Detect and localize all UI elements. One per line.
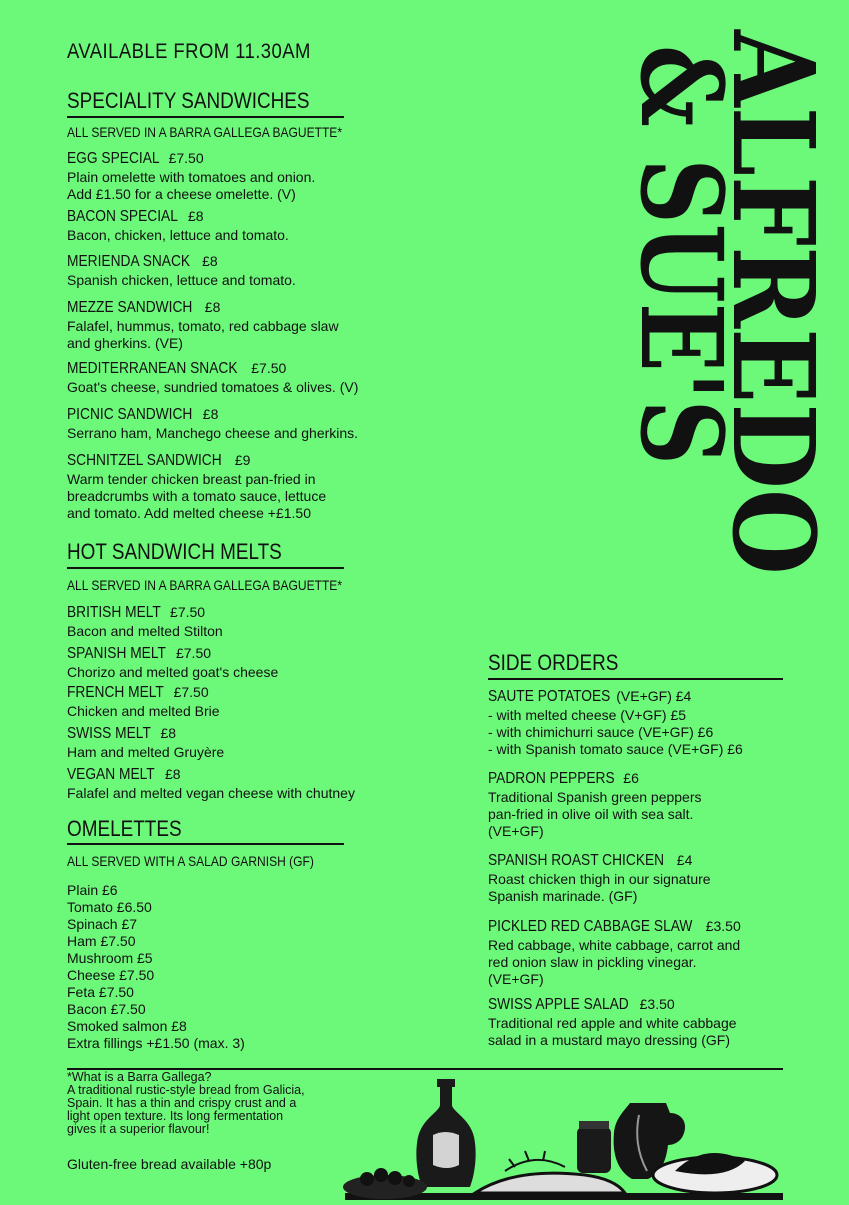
item-price: £7.50 [173, 684, 209, 700]
section-rule [488, 678, 783, 680]
section-rule [67, 843, 344, 845]
footnote-title: *What is a Barra Gallega? [67, 1070, 212, 1084]
list-item: Smoked salmon £8 [67, 1018, 187, 1034]
list-item: Tomato £6.50 [67, 899, 152, 915]
menu-item: SPANISH ROAST CHICKEN £4 Roast chicken thigh in our signature Spanish marinade. (GF) [488, 852, 711, 904]
menu-item: SWISS MELT £8 Ham and melted Gruyère [67, 725, 225, 760]
menu-item: PICKLED RED CABBAGE SLAW £3.50 Red cabbage, white cabbage, carrot and red onion slaw in pickling vinegar. (VE+GF) [488, 918, 741, 987]
omelette-list [67, 882, 245, 1052]
item-price: £6 [623, 770, 639, 786]
list-item: Plain £6 [67, 882, 118, 898]
item-name: VEGAN MELT [67, 766, 155, 783]
omelettes-title: OMELETTES [67, 816, 182, 841]
item-name: MEZZE SANDWICH [67, 299, 193, 316]
list-item: Ham £7.50 [67, 933, 136, 949]
menu-item: BACON SPECIAL £8 Bacon, chicken, lettuce and tomato. [67, 208, 289, 243]
brand-title [588, 30, 838, 649]
list-item: Spinach £7 [67, 916, 138, 932]
item-price: £3.50 [705, 918, 741, 934]
list-item: Bacon £7.50 [67, 1001, 146, 1017]
menu-item: MEZZE SANDWICH £8 Falafel, hummus, tomato, red cabbage slaw and gherkins. (VE) [67, 299, 339, 351]
food-illustration [345, 1075, 783, 1200]
menu-item: SWISS APPLE SALAD £3.50 Traditional red apple and white cabbage salad in a mustard mayo dressing (GF) [488, 996, 737, 1048]
menu-item: MERIENDA SNACK £8 Spanish chicken, lettuce and tomato. [67, 253, 296, 288]
menu-item: EGG SPECIAL £7.50 Plain omelette with tomatoes and onion. Add £1.50 for a cheese omelette. (V) [67, 150, 316, 202]
item-name: PADRON PEPPERS [488, 770, 615, 787]
item-name: SAUTE POTATOES [488, 688, 611, 705]
list-item: Cheese £7.50 [67, 967, 155, 983]
gluten-free-note: Gluten-free bread available +80p [67, 1156, 272, 1172]
menu-item: PICNIC SANDWICH £8 Serrano ham, Manchego cheese and gherkins. [67, 406, 359, 441]
brand-line2: & SUE'S [615, 45, 746, 565]
availability-text: AVAILABLE FROM 11.30AM [67, 40, 311, 63]
item-price: £8 [160, 725, 177, 741]
menu-item: MEDITERRANEAN SNACK £7.50 Goat's cheese, sundried tomatoes & olives. (V) [67, 360, 359, 395]
item-name: BRITISH MELT [67, 604, 161, 621]
brand-line1: ALFREDO [707, 30, 838, 649]
menu-item: SPANISH MELT £7.50 Chorizo and melted goat's cheese [67, 645, 279, 680]
menu-item: BRITISH MELT £7.50 Bacon and melted Stilton [67, 604, 223, 639]
item-name: SWISS APPLE SALAD [488, 996, 629, 1013]
footnote: *What is a Barra Gallega? A traditional rustic-style bread from Galicia, Spain. It has a thin and crispy crust and a light open texture. Its long fermentation gives it a superior flavour! [67, 1071, 357, 1136]
item-name: PICNIC SANDWICH [67, 406, 193, 423]
item-price: £8 [164, 766, 181, 782]
sides-title: SIDE ORDERS [488, 650, 619, 675]
menu-item: SCHNITZEL SANDWICH £9 Warm tender chicken breast pan-fried in breadcrumbs with a tomato sauce, lettuce and tomato. Add melted cheese +£1.50 [67, 452, 327, 521]
item-name: SPANISH ROAST CHICKEN [488, 852, 665, 869]
menu-item: PADRON PEPPERS £6 Traditional Spanish green peppers pan-fried in olive oil with sea salt. (VE+GF) [488, 770, 702, 839]
item-price: £7.50 [175, 645, 212, 661]
menu-item: VEGAN MELT £8 Falafel and melted vegan cheese with chutney [67, 766, 355, 801]
list-item: Extra fillings +£1.50 (max. 3) [67, 1035, 245, 1051]
item-name: PICKLED RED CABBAGE SLAW [488, 918, 693, 935]
item-name: SWISS MELT [67, 725, 151, 742]
item-name: BACON SPECIAL [67, 208, 178, 225]
item-price: £8 [202, 253, 218, 269]
item-name: SPANISH MELT [67, 645, 166, 662]
item-price: £7.50 [168, 150, 204, 166]
item-price: £8 [204, 299, 221, 315]
section-rule [67, 567, 344, 569]
speciality-note: ALL SERVED IN A BARRA GALLEGA BAGUETTE* [67, 124, 343, 140]
item-price: £9 [234, 452, 251, 468]
item-name: MEDITERRANEAN SNACK [67, 360, 238, 377]
item-name: EGG SPECIAL [67, 150, 160, 167]
item-price: £4 [676, 852, 693, 868]
list-item: Mushroom £5 [67, 950, 153, 966]
section-rule [67, 116, 344, 118]
speciality-title: SPECIALITY SANDWICHES [67, 88, 310, 113]
omelettes-note: ALL SERVED WITH A SALAD GARNISH (GF) [67, 853, 314, 869]
item-price: £7.50 [170, 604, 206, 620]
item-price: (VE+GF) £4 [616, 688, 692, 704]
menu-item: FRENCH MELT £7.50 Chicken and melted Brie [67, 684, 220, 719]
item-name: SCHNITZEL SANDWICH [67, 452, 222, 469]
melts-title: HOT SANDWICH MELTS [67, 539, 282, 564]
item-price: £3.50 [639, 996, 675, 1012]
melts-note: ALL SERVED IN A BARRA GALLEGA BAGUETTE* [67, 577, 343, 593]
item-name: MERIENDA SNACK [67, 253, 191, 270]
item-name: FRENCH MELT [67, 684, 164, 701]
list-item: Feta £7.50 [67, 984, 134, 1000]
item-price: £8 [187, 208, 204, 224]
menu-item: SAUTE POTATOES (VE+GF) £4 - with melted cheese (V+GF) £5 - with chimichurri sauce (VE+GF) £6 - with Spanish tomato sauce (VE+GF) £6 [488, 688, 743, 757]
item-price: £7.50 [251, 360, 287, 376]
item-price: £8 [202, 406, 219, 422]
